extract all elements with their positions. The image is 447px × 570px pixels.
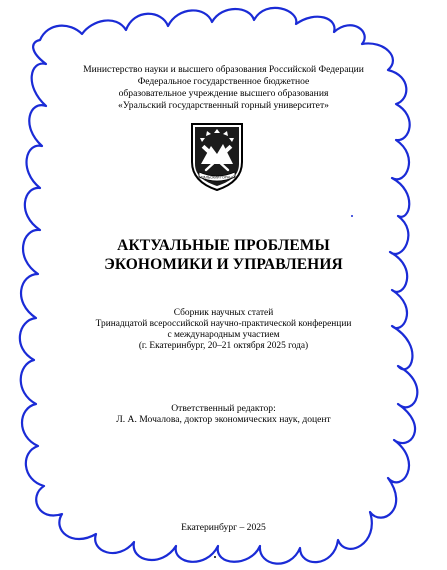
title-line: ЭКОНОМИКИ И УПРАВЛЕНИЯ bbox=[104, 256, 343, 273]
place-year: Екатеринбург – 2025 bbox=[181, 522, 266, 533]
ministry-line: Министерство науки и высшего образования Российской Федерации bbox=[83, 64, 364, 75]
svg-text:УРАЛЬСКИЙ ГОРНЫЙ: УРАЛЬСКИЙ ГОРНЫЙ bbox=[199, 175, 235, 180]
university-emblem-icon bbox=[189, 120, 245, 192]
collection-line: (г. Екатеринбург, 20–21 октября 2025 года) bbox=[138, 341, 309, 351]
editor-label: Ответственный редактор: bbox=[171, 403, 276, 414]
collection-description bbox=[0, 308, 447, 352]
responsible-editor bbox=[0, 403, 447, 425]
stray-mark bbox=[214, 556, 216, 558]
stray-mark bbox=[351, 215, 353, 217]
editor-name: Л. А. Мочалова, доктор экономических наук, доцент bbox=[116, 414, 331, 425]
ministry-line: Федеральное государственное бюджетное bbox=[137, 76, 310, 87]
document-title bbox=[0, 236, 447, 274]
ministry-line: образовательное учреждение высшего образования bbox=[118, 88, 329, 99]
ministry-line: «Уральский государственный горный университет» bbox=[118, 100, 329, 111]
collection-line: Тринадцатой всероссийской научно-практической конференции bbox=[95, 319, 352, 329]
collection-line: Сборник научных статей bbox=[173, 308, 274, 318]
collection-line: с международным участием bbox=[167, 330, 280, 340]
ministry-header bbox=[0, 64, 447, 112]
title-line: АКТУАЛЬНЫЕ ПРОБЛЕМЫ bbox=[117, 237, 330, 254]
